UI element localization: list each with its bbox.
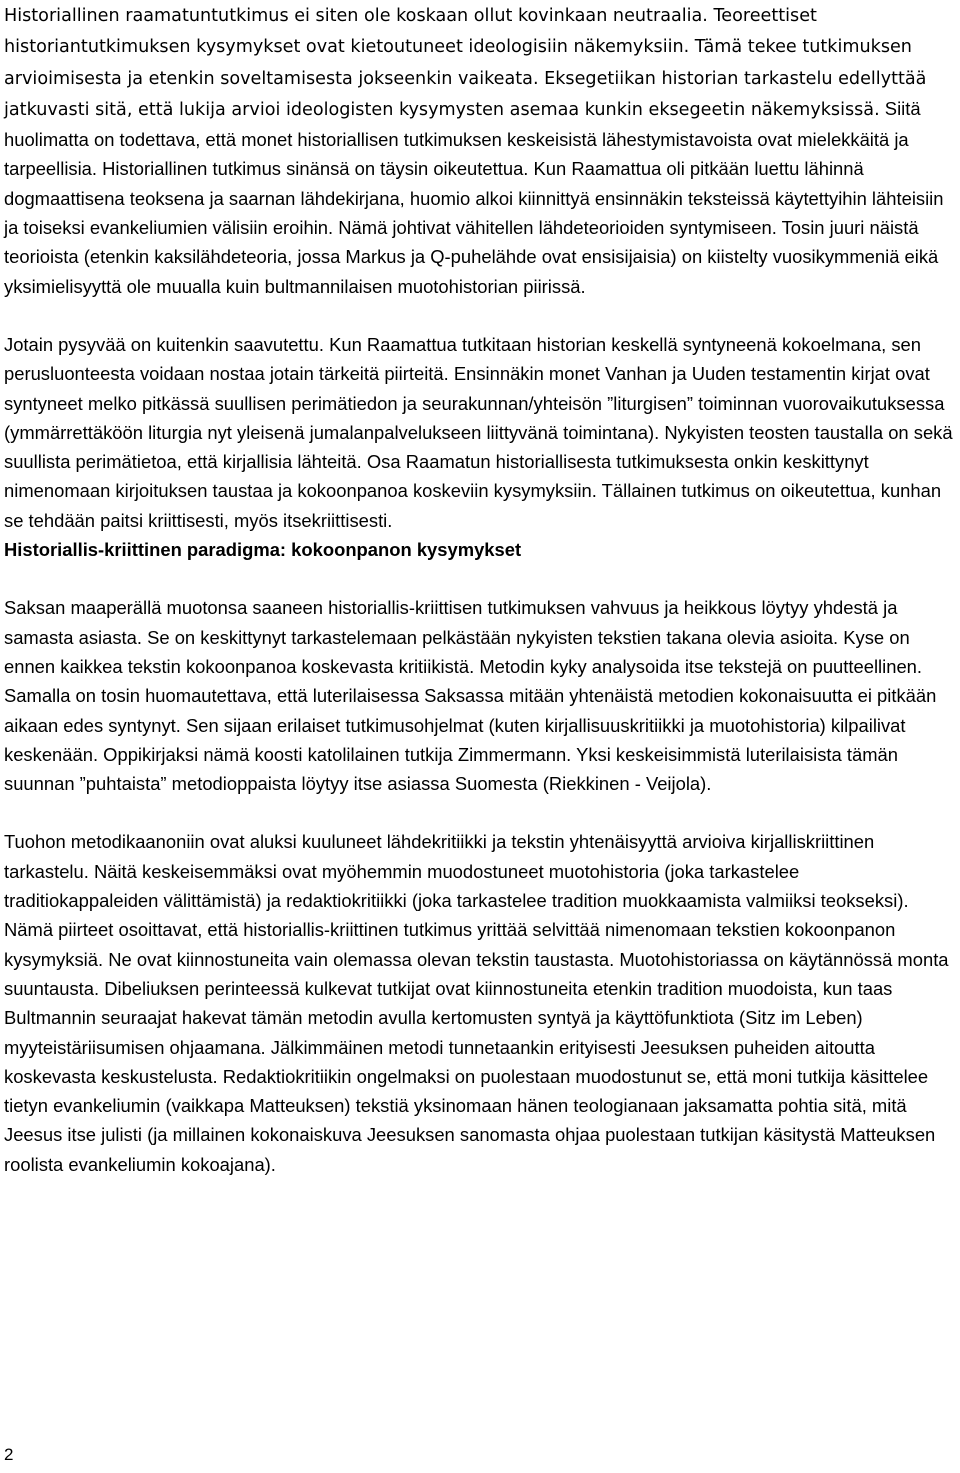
paragraph-intro-part-2: Siitä huolimatta on todettava, että monet historiallisen tutkimuksen keskeisistä lähestymistavoista ovat mielekkäitä ja tarpeellisia. Historiallinen tutkimus sinänsä on täysin oikeutettua. Kun Raamattua oli pitkään luettu lähinnä dogmaattisena teoksena ja saarnan lähdekirjana, huomio alkoi kiinnittyä ensinnäkin teksteissä käytettyihin lähteisiin ja toiseksi evankeliumien välisiin eroihin. Nämä johtivat vähitellen lähdeteorioiden syntymiseen. Tosin juuri näistä teorioista (etenkin kaksilähdeteoria, jossa Markus ja Q-puhelähde ovat ensisijaisia) on kiistelty vuosikymmeniä eikä yksimielisyyttä ole muualla kuin bultmannilaisen muotohistorian piirissä.: [4, 97, 944, 297]
page-number: 2: [4, 1445, 14, 1464]
paragraph-paradigm: Saksan maaperällä muotonsa saaneen historiallis-kriittisen tutkimuksen vahvuus ja heikkous löytyy yhdestä ja samasta asiasta. Se on keskittynyt tarkastelemaan pelkästään nykyisten tekstien takana olevia asioita. Kyse on ennen kaikkea tekstin kokoonpanoa koskevasta kritiikistä. Metodin kyky analysoida itse tekstejä on puutteellinen. Samalla on tosin huomautettava, että luterilaisessa Saksassa mitään yhtenäistä metodien kokonaisuutta ei pitkään aikaan edes syntynyt. Sen sijaan erilaiset tutkimusohjelmat (kuten kirjallisuuskritiikki ja muotohistoria) kilpailivat keskenään. Oppikirjaksi nämä koosti katolilainen tutkija Zimmermann. Yksi keskeisimmistä luterilaisista tämän suunnan ”puhtaista” metodioppaista löytyy itse asiassa Suomesta (Riekkinen - Veijola).: [4, 597, 937, 795]
paragraph-intro: [4, 0, 958, 301]
section-heading: Historiallis-kriittinen paradigma: kokoonpanon kysymykset: [4, 539, 522, 561]
document-page: [4, 0, 958, 1179]
paragraph-intro-part-1: Historiallinen raamatuntutkimus ei siten ole koskaan ollut kovinkaan neutraalia. Teoreettiset historiantutkimuksen kysymykset ovat kietoutuneet ideologisiin näkemyksiin. Tämä tekee tutkimuksen arvioimisesta ja etenkin soveltamisesta jokseenkin vaikeata. Eksegetiikan historian tarkastelu edellyttää jatkuvasti sitä, että lukija arvioi ideologisten kysymysten asemaa kunkin eksegeetin näkemyksissä.: [4, 6, 927, 120]
paragraph-method-canon: Tuohon metodikaanoniin ovat aluksi kuuluneet lähdekritiikki ja tekstin yhtenäisyyttä arvioiva kirjalliskriittinen tarkastelu. Näitä keskeisemmäksi ovat myöhemmin muodostuneet muotohistoria (joka tarkastelee traditiokappaleiden välittämistä) ja redaktiokritiikki (joka tarkastelee tradition muokkaamista valmiiksi teokseksi). Nämä piirteet osoittavat, että historiallis-kriittinen tutkimus yrittää selvittää nimenomaan tekstien kokoonpanon kysymyksiä. Ne ovat kiinnostuneita vain olemassa olevan tekstin taustasta. Muotohistoriassa on käytännössä monta suuntausta. Dibeliuksen perinteessä kulkevat tutkijat ovat kiinnostuneita etenkin tradition muodoista, kun taas Bultmannin seuraajat hakevat tämän metodin avulla kertomusten syntyä ja käyttöfunktiota (Sitz im Leben) myyteistäriisumisen ohjaamana. Jälkimmäinen metodi tunnetaankin erityisesti Jeesuksen puheiden aitoutta koskevasta keskustelusta. Redaktiokritiikin ongelmaksi on puolestaan muodostunut se, että moni tutkija käsittelee tietyn evankeliumin (vaikkapa Matteuksen) tekstiä yksinomaan hänen teologianaan jaksamatta pohtia sitä, mitä Jeesus itse julisti (ja millainen kokonaiskuva Jeesuksen sanomasta ohjaa puolestaan tutkijan käsitystä Matteuksen roolista evankeliumin kokoajana).: [4, 831, 949, 1175]
paragraph-achievements: Jotain pysyvää on kuitenkin saavutettu. Kun Raamattua tutkitaan historian keskellä syntyneenä kokoelmana, sen perusluonteesta voidaan nostaa jotain tärkeitä piirteitä. Ensinnäkin monet Vanhan ja Uuden testamentin kirjat ovat syntyneet melko pitkässä suullisen perimätiedon ja seurakunnan/yhteisön ”liturgisen” toiminnan vuorovaikutuksessa (ymmärrettäköön liturgia nyt yleisenä jumalanpalvelukseen liittyvänä toimintana). Nykyisten teosten taustalla on sekä suullista perimätietoa, että kirjallisia lähteitä. Osa Raamatun historiallisesta tutkimuksesta onkin keskittynyt nimenomaan kirjoituksen taustaa ja kokoonpanoa koskeviin kysymyksiin. Tällainen tutkimus on oikeutettua, kunhan se tehdään paitsi kriittisesti, myös itsekriittisesti.: [4, 333, 953, 531]
